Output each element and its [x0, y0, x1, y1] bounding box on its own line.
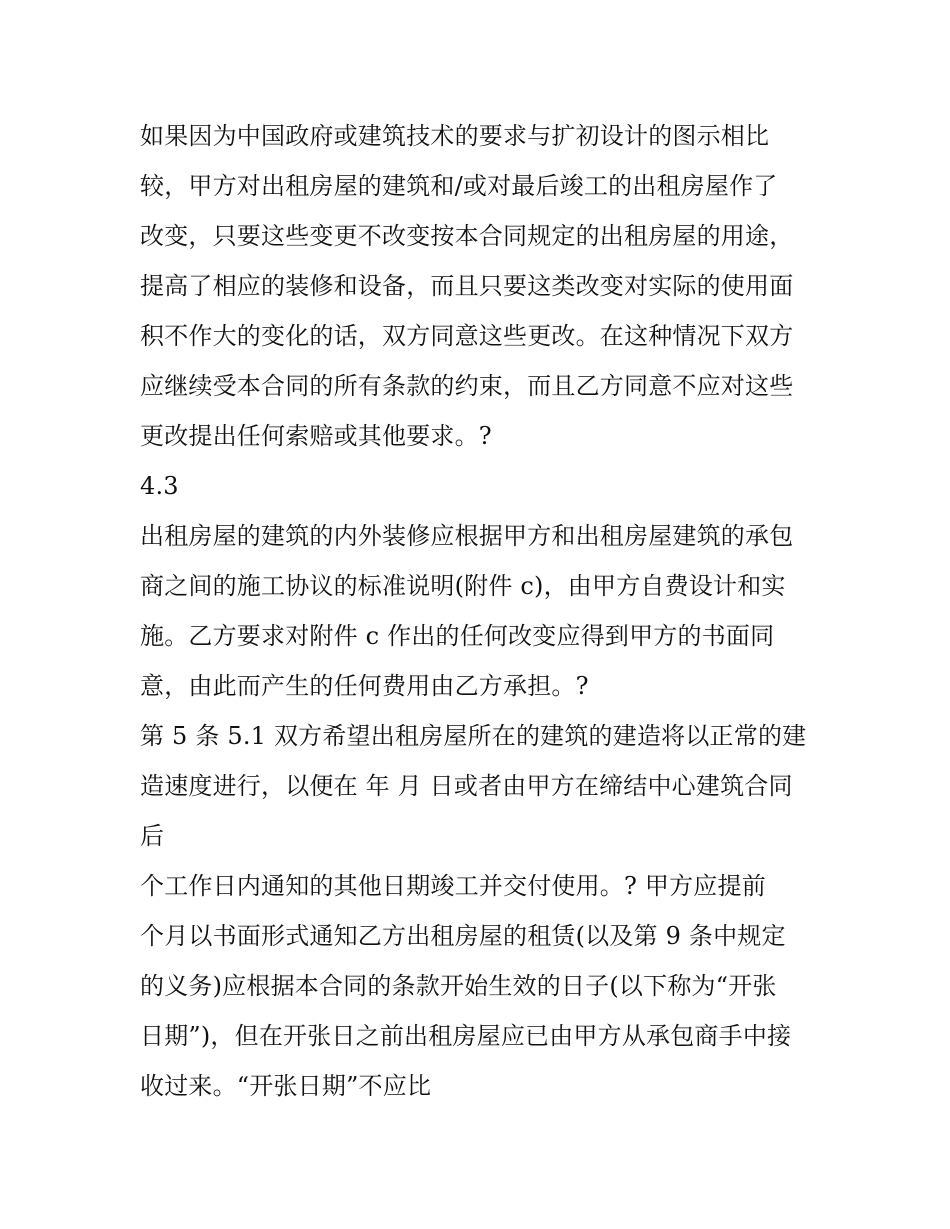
text-line: 日期”)，但在开张日之前出租房屋应已由甲方从承包商手中接 — [140, 1022, 792, 1050]
text-line: 提高了相应的装修和设备，而且只要这类改变对实际的使用面 — [140, 272, 794, 300]
text-line: 如果因为中国政府或建筑技术的要求与扩初设计的图示相比 — [140, 122, 770, 150]
text-line: 后 — [140, 822, 165, 850]
text-line: 改变，只要这些变更不改变按本合同规定的出租房屋的用途， — [140, 222, 794, 250]
document-body — [140, 111, 840, 1111]
text-line: 商之间的施工协议的标准说明(附件 c)，由甲方自费设计和实 — [140, 572, 786, 600]
text-line: 积不作大的变化的话，双方同意这些更改。在这种情况下双方 — [140, 322, 794, 350]
text-line: 出租房屋的建筑的内外装修应根据甲方和出租房屋建筑的承包 — [140, 522, 794, 550]
text-line: 个月以书面形式通知乙方出租房屋的租赁(以及第 9 条中规定 — [140, 922, 786, 950]
text-line: 施。乙方要求对附件 c 作出的任何改变应得到甲方的书面同 — [140, 622, 775, 650]
section-number: 4.3 — [140, 472, 179, 500]
text-line: 造速度进行，以便在 年 月 日或者由甲方在缔结中心建筑合同 — [140, 772, 793, 800]
text-line: 意，由此而产生的任何费用由乙方承担。? — [140, 672, 589, 700]
text-line: 应继续受本合同的所有条款的约束，而且乙方同意不应对这些 — [140, 372, 794, 400]
text-line: 收过来。“开张日期”不应比 — [140, 1072, 432, 1100]
text-line: 较，甲方对出租房屋的建筑和/或对最后竣工的出租房屋作了 — [140, 172, 778, 200]
text-line: 第 5 条 5.1 双方希望出租房屋所在的建筑的建造将以正常的建 — [140, 722, 807, 750]
text-line: 个工作日内通知的其他日期竣工并交付使用。? 甲方应提前 — [140, 872, 766, 900]
text-line: 更改提出任何索赔或其他要求。? — [140, 422, 492, 450]
text-line: 的义务)应根据本合同的条款开始生效的日子(以下称为“开张 — [140, 972, 777, 1000]
